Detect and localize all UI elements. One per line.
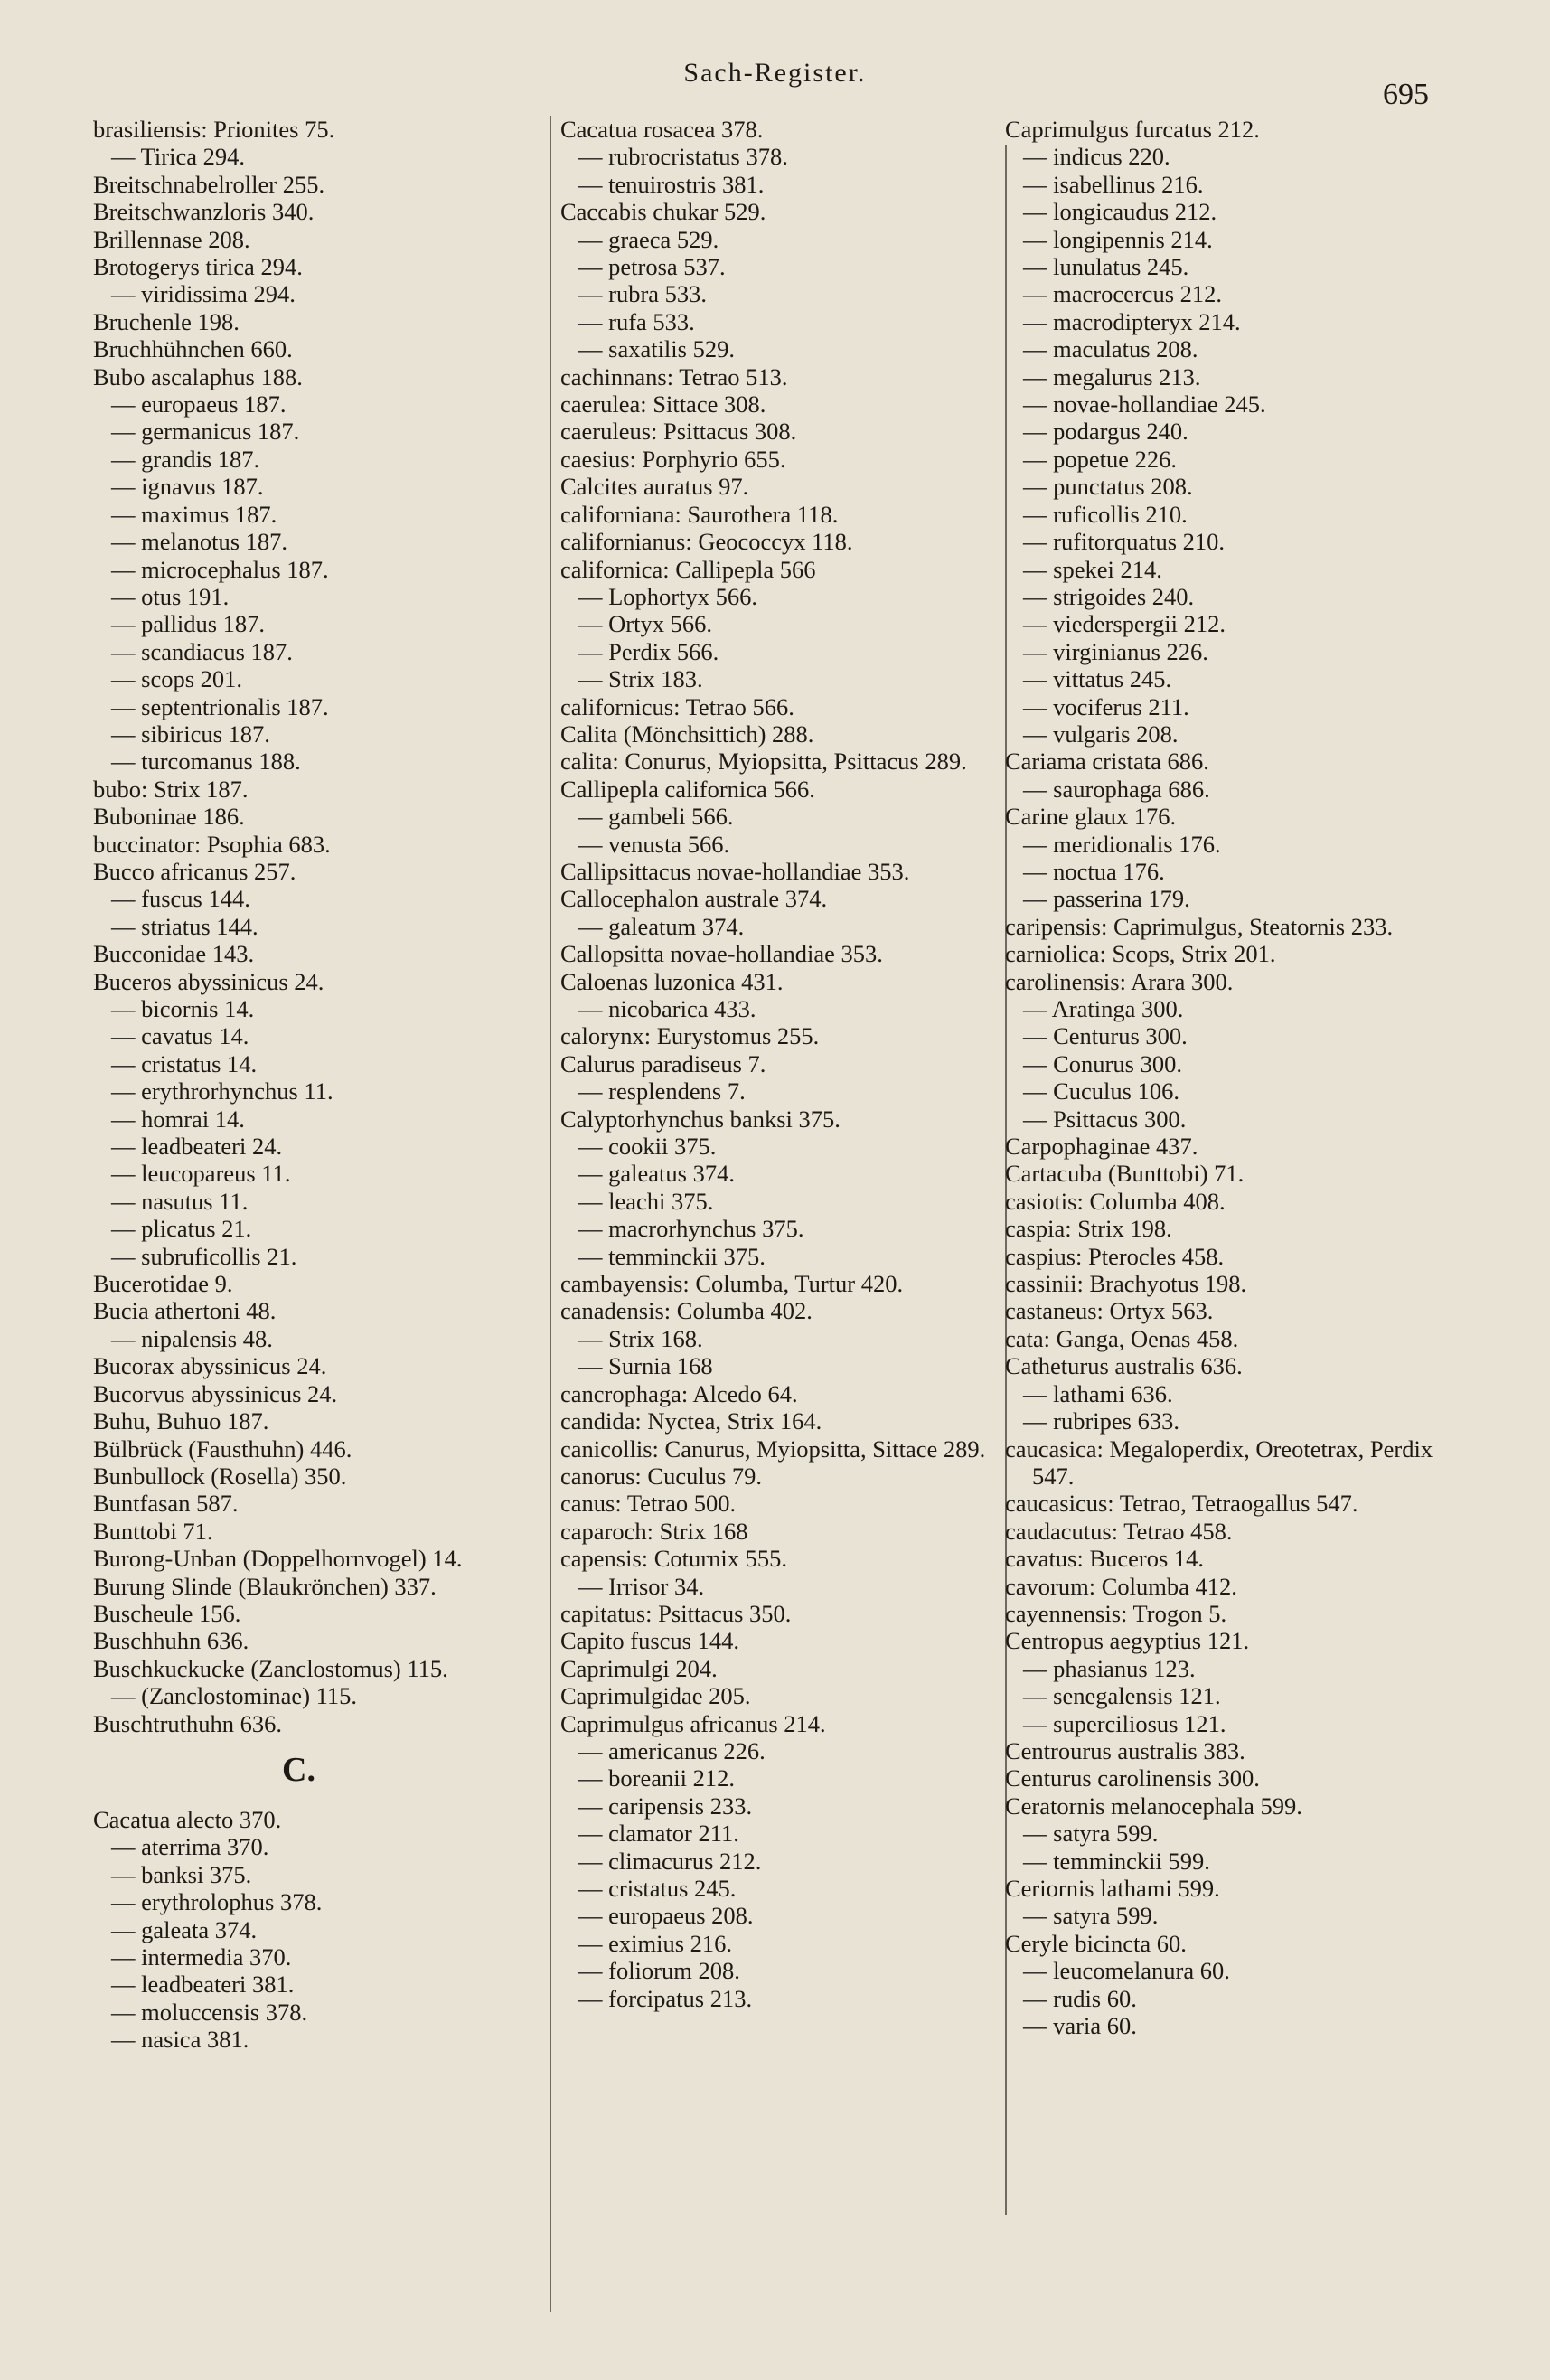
index-entry: Bülbrück (Fausthuhn) 446. (93, 1435, 352, 1463)
index-entry: Caprimulgi 204. (560, 1654, 718, 1682)
index-entry: — nipalensis 48. (111, 1324, 273, 1352)
index-entry: — cavatus 14. (111, 1022, 249, 1050)
index-entry: brasiliensis: Prionites 75. (93, 116, 335, 143)
index-entry: — ruficollis 210. (1023, 500, 1188, 528)
index-entry: — podargus 240. (1023, 418, 1188, 446)
index-entry: — rubra 533. (578, 280, 708, 308)
index-entry: capitatus: Psittacus 350. (560, 1599, 792, 1627)
index-entry: Buhu, Buhuo 187. (93, 1407, 269, 1435)
index-entry: — punctatus 208. (1023, 473, 1193, 501)
index-entry: Buschhuhn 636. (93, 1627, 249, 1655)
index-entry: — turcomanus 188. (111, 748, 301, 776)
index-entry: — Aratinga 300. (1023, 995, 1184, 1022)
index-entry: Bubo ascalaphus 188. (93, 362, 303, 390)
index-entry: — septentrionalis 187. (111, 692, 329, 720)
index-entry: — venusta 566. (578, 830, 730, 858)
index-entry: — rufitorquatus 210. (1023, 528, 1226, 556)
index-entry: — passerina 179. (1023, 885, 1190, 913)
index-entry: Bucorax abyssinicus 24. (93, 1352, 327, 1380)
index-entry: — moluccensis 378. (111, 1998, 308, 2026)
index-entry: Bruchhühnchen 660. (93, 335, 293, 363)
index-entry: Burong-Unban (Doppelhornvogel) 14. (93, 1545, 463, 1573)
index-entry: — Ortyx 566. (578, 610, 712, 638)
index-entry: — tenuirostris 381. (578, 170, 765, 198)
index-entry: Bucconidae 143. (93, 940, 255, 968)
index-entry: californiana: Saurothera 118. (560, 500, 839, 528)
index-entry: — leadbeateri 24. (111, 1133, 283, 1161)
index-entry: — Strix 183. (578, 665, 703, 693)
index-column-1 (93, 116, 540, 2054)
index-entry: — nasutus 11. (111, 1187, 249, 1215)
index-entry: caerulea: Sittace 308. (560, 390, 766, 419)
index-entry: Calita (Mönchsittich) 288. (560, 720, 814, 748)
index-entry: Buschtruthuhn 636. (93, 1709, 283, 1737)
index-entry: — rudis 60. (1023, 1984, 1137, 2012)
index-entry: Calurus paradiseus 7. (560, 1049, 766, 1077)
index-entry: cata: Ganga, Oenas 458. (1005, 1324, 1239, 1352)
index-entry: castaneus: Ortyx 563. (1005, 1297, 1214, 1325)
index-entry: cambayensis: Columba, Turtur 420. (560, 1270, 904, 1298)
index-entry: Bucco africanus 257. (93, 857, 296, 885)
index-entry: — otus 191. (111, 582, 230, 610)
index-entry: — longicaudus 212. (1023, 198, 1217, 226)
index-entry: — isabellinus 216. (1023, 170, 1204, 198)
index-entry: Centrourus australis 383. (1005, 1736, 1245, 1764)
index-entry: — leachi 375. (578, 1187, 714, 1215)
index-entry: — vociferus 211. (1023, 692, 1189, 720)
index-entry: — subruficollis 21. (111, 1242, 297, 1270)
index-entry: — Centurus 300. (1023, 1022, 1188, 1050)
index-entry: californica: Callipepla 566 (560, 555, 816, 583)
index-entry: — germanicus 187. (111, 418, 300, 446)
index-entry: — eximius 216. (578, 1929, 733, 1957)
index-entry: Caccabis chukar 529. (560, 198, 766, 226)
index-entry: Ceratornis melanocephala 599. (1005, 1792, 1302, 1820)
index-entry: caeruleus: Psittacus 308. (560, 418, 797, 446)
index-entry: — leucomelanura 60. (1023, 1957, 1230, 1985)
index-entry: — indicus 220. (1023, 143, 1170, 171)
index-entry: Bunttobi 71. (93, 1517, 213, 1545)
index-entry: — rufa 533. (578, 307, 695, 335)
index-entry: — novae-hollandiae 245. (1023, 390, 1266, 419)
index-entry: Buntfasan 587. (93, 1490, 239, 1518)
section-letter: C. (282, 1750, 315, 1789)
index-entry: — viridissima 294. (111, 280, 296, 308)
index-entry: — forcipatus 213. (578, 1984, 753, 2012)
index-entry: canicollis: Canurus, Myiopsitta, Sittace 289. (560, 1435, 986, 1463)
index-entry: — Cuculus 106. (1023, 1077, 1179, 1105)
index-entry: — spekei 214. (1023, 555, 1162, 583)
index-entry: — senegalensis 121. (1023, 1682, 1221, 1710)
index-entry: — Psittacus 300. (1023, 1105, 1187, 1133)
index-entry: cayennensis: Trogon 5. (1005, 1599, 1227, 1627)
index-entry: Cariama cristata 686. (1005, 748, 1209, 776)
index-entry: — gambeli 566. (578, 803, 734, 831)
index-entry: — graeca 529. (578, 225, 719, 253)
index-entry: Callipepla californica 566. (560, 775, 815, 803)
index-entry: — cookii 375. (578, 1133, 717, 1161)
index-entry: Capito fuscus 144. (560, 1627, 739, 1655)
index-entry: Ceryle bicincta 60. (1005, 1929, 1187, 1957)
index-entry: cachinnans: Tetrao 513. (560, 362, 788, 390)
index-entry: — longipennis 214. (1023, 225, 1213, 253)
index-entry: calita: Conurus, Myiopsitta, Psittacus 289. (560, 748, 967, 776)
index-entry: — petrosa 537. (578, 253, 726, 281)
index-entry: Catheturus australis 636. (1005, 1352, 1243, 1380)
index-entry: — Surnia 168 (578, 1352, 713, 1380)
index-entry: californicus: Tetrao 566. (560, 692, 794, 720)
index-entry: Bucerotidae 9. (93, 1270, 233, 1298)
index-entry: — climacurus 212. (578, 1847, 762, 1875)
index-entry: Carine glaux 176. (1005, 803, 1177, 831)
index-entry: — satyra 599. (1023, 1820, 1159, 1848)
index-entry: Cacatua rosacea 378. (560, 116, 764, 143)
index-entry: — vittatus 245. (1023, 665, 1172, 693)
index-entry: candida: Nyctea, Strix 164. (560, 1407, 822, 1435)
index-entry: — virginianus 226. (1023, 637, 1208, 665)
index-entry: caesius: Porphyrio 655. (560, 445, 786, 473)
index-entry: Callocephalon australe 374. (560, 885, 828, 913)
index-entry: — popetue 226. (1023, 445, 1178, 473)
index-entry: — grandis 187. (111, 445, 260, 473)
index-entry: — Perdix 566. (578, 637, 719, 665)
index-entry: caripensis: Caprimulgus, Steatornis 233. (1005, 912, 1394, 940)
index-entry: — scandiacus 187. (111, 637, 293, 665)
index-entry: Caloenas luzonica 431. (560, 967, 784, 995)
index-entry: — Lophortyx 566. (578, 582, 757, 610)
index-entry: — (Zanclostominae) 115. (111, 1682, 358, 1710)
index-entry: — galeata 374. (111, 1915, 258, 1943)
index-entry: — galeatus 374. (578, 1160, 735, 1188)
index-entry: Caprimulgus furcatus 212. (1005, 116, 1260, 143)
index-entry: — intermedia 370. (111, 1943, 292, 1971)
index-entry: caspia: Strix 198. (1005, 1215, 1172, 1243)
index-entry: — plicatus 21. (111, 1215, 252, 1243)
index-entry: — temminckii 599. (1023, 1847, 1210, 1875)
index-entry: — cristatus 245. (578, 1875, 737, 1902)
index-entry: caparoch: Strix 168 (560, 1517, 748, 1545)
index-entry: Brotogerys tirica 294. (93, 253, 303, 281)
index-entry: — nasica 381. (111, 2026, 249, 2054)
index-entry: Breitschnabelroller 255. (93, 170, 325, 198)
index-entry: — ignavus 187. (111, 473, 264, 501)
index-entry: Cartacuba (Bunttobi) 71. (1005, 1160, 1245, 1188)
index-entry: Bruchenle 198. (93, 307, 240, 335)
index-entry: cavatus: Buceros 14. (1005, 1545, 1205, 1573)
index-entry: carniolica: Scops, Strix 201. (1005, 940, 1276, 968)
index-entry: — Tirica 294. (111, 143, 245, 171)
index-entry: Ceriornis lathami 599. (1005, 1875, 1220, 1902)
index-entry: Callopsitta novae-hollandiae 353. (560, 940, 883, 968)
index-entry: — caripensis 233. (578, 1792, 753, 1820)
index-entry: — homrai 14. (111, 1105, 245, 1133)
index-entry: Carpophaginae 437. (1005, 1133, 1198, 1161)
index-entry: — vulgaris 208. (1023, 720, 1179, 748)
index-entry: Calcites auratus 97. (560, 473, 749, 501)
index-entry: — maculatus 208. (1023, 335, 1198, 363)
index-entry: canorus: Cuculus 79. (560, 1462, 763, 1490)
index-entry: — viederspergii 212. (1023, 610, 1226, 638)
column-divider-left (550, 116, 551, 2312)
index-entry: Brillennase 208. (93, 225, 250, 253)
index-entry: — aterrima 370. (111, 1833, 269, 1861)
index-entry: Bucorvus abyssinicus 24. (93, 1379, 338, 1407)
index-entry: carolinensis: Arara 300. (1005, 967, 1234, 995)
index-entry: — meridionalis 176. (1023, 830, 1221, 858)
index-entry: — striatus 144. (111, 912, 258, 940)
index-entry: — macrodipteryx 214. (1023, 307, 1241, 335)
index-entry: — saurophaga 686. (1023, 775, 1210, 803)
index-entry: — megalurus 213. (1023, 362, 1201, 390)
index-entry: — foliorum 208. (578, 1957, 740, 1985)
index-entry: Caprimulgidae 205. (560, 1682, 751, 1710)
index-entry: — macrocercus 212. (1023, 280, 1223, 308)
index-entry: — phasianus 123. (1023, 1654, 1196, 1682)
index-entry: Burung Slinde (Blaukrönchen) 337. (93, 1572, 437, 1600)
index-entry: caspius: Pterocles 458. (1005, 1242, 1225, 1270)
index-entry: — macrorhynchus 375. (578, 1215, 804, 1243)
index-entry: Buceros abyssinicus 24. (93, 967, 324, 995)
index-entry: Bucia athertoni 48. (93, 1297, 277, 1325)
index-entry: Breitschwanzloris 340. (93, 198, 315, 226)
index-entry: Centurus carolinensis 300. (1005, 1764, 1260, 1792)
index-entry: — europaeus 187. (111, 390, 287, 419)
index-entry: — scops 201. (111, 665, 243, 693)
index-entry: — temminckii 375. (578, 1242, 766, 1270)
index-entry: — maximus 187. (111, 500, 277, 528)
index-entry: — bicornis 14. (111, 995, 255, 1022)
index-entry: — lunulatus 245. (1023, 253, 1189, 281)
index-entry: — microcephalus 187. (111, 555, 329, 583)
index-entry: — varia 60. (1023, 2012, 1137, 2040)
index-entry: — cristatus 14. (111, 1049, 258, 1077)
page-number: 695 (1383, 78, 1429, 111)
index-entry: — banksi 375. (111, 1860, 252, 1888)
index-entry: — leadbeateri 381. (111, 1971, 295, 1999)
index-entry: — erythrolophus 378. (111, 1888, 323, 1916)
index-entry: buccinator: Psophia 683. (93, 830, 331, 858)
running-header: Sach-Register. (683, 58, 867, 88)
index-entry: — saxatilis 529. (578, 335, 735, 363)
index-entry: caudacutus: Tetrao 458. (1005, 1517, 1233, 1545)
index-entry: Callipsittacus novae-hollandiae 353. (560, 857, 910, 885)
index-entry: — nicobarica 433. (578, 995, 756, 1022)
index-entry: Buboninae 186. (93, 803, 245, 831)
index-entry: — Strix 168. (578, 1324, 703, 1352)
index-entry: Buschkuckucke (Zanclostomus) 115. (93, 1654, 448, 1682)
index-entry: Cacatua alecto 370. (93, 1805, 282, 1833)
index-entry: cavorum: Columba 412. (1005, 1572, 1237, 1600)
index-entry: cassinii: Brachyotus 198. (1005, 1270, 1247, 1298)
index-entry: — erythrorhynchus 11. (111, 1077, 333, 1105)
index-entry: — europaeus 208. (578, 1902, 754, 1930)
index-entry: — rubrocristatus 378. (578, 143, 788, 171)
index-entry: Caprimulgus africanus 214. (560, 1709, 826, 1737)
index-entry: — sibiricus 187. (111, 720, 270, 748)
index-entry: cancrophaga: Alcedo 64. (560, 1379, 798, 1407)
index-entry: Calyptorhynchus banksi 375. (560, 1105, 841, 1133)
index-entry: — noctua 176. (1023, 857, 1165, 885)
index-entry: — lathami 636. (1023, 1379, 1173, 1407)
index-entry: — fuscus 144. (111, 885, 250, 913)
index-entry: — boreanii 212. (578, 1764, 735, 1792)
index-entry: caucasicus: Tetrao, Tetraogallus 547. (1005, 1490, 1358, 1518)
index-entry: Buscheule 156. (93, 1599, 241, 1627)
index-entry: — galeatum 374. (578, 912, 745, 940)
index-entry: Centropus aegyptius 121. (1005, 1627, 1250, 1655)
index-entry: — strigoides 240. (1023, 582, 1195, 610)
index-entry: Bunbullock (Rosella) 350. (93, 1462, 347, 1490)
index-entry: — americanus 226. (578, 1736, 766, 1764)
index-entry: — clamator 211. (578, 1820, 739, 1848)
index-entry: — leucopareus 11. (111, 1160, 291, 1188)
index-entry: calorynx: Eurystomus 255. (560, 1022, 820, 1050)
index-entry: — superciliosus 121. (1023, 1709, 1226, 1737)
index-entry: casiotis: Columba 408. (1005, 1187, 1226, 1215)
index-entry: — Conurus 300. (1023, 1049, 1182, 1077)
index-entry: — resplendens 7. (578, 1077, 746, 1105)
index-entry: — melanotus 187. (111, 528, 288, 556)
index-column-3 (1005, 116, 1457, 2039)
index-entry: canus: Tetrao 500. (560, 1490, 737, 1518)
index-entry: canadensis: Columba 402. (560, 1297, 813, 1325)
index-entry: — satyra 599. (1023, 1902, 1159, 1930)
index-entry: bubo: Strix 187. (93, 775, 249, 803)
index-entry: — Irrisor 34. (578, 1572, 705, 1600)
index-entry: caucasica: Megaloperdix, Oreotetrax, Perdix 547. (1005, 1435, 1433, 1490)
index-entry: capensis: Coturnix 555. (560, 1545, 787, 1573)
index-entry: — pallidus 187. (111, 610, 266, 638)
index-entry: — rubripes 633. (1023, 1407, 1179, 1435)
index-column-2 (560, 116, 994, 2012)
index-entry: californianus: Geococcyx 118. (560, 528, 853, 556)
